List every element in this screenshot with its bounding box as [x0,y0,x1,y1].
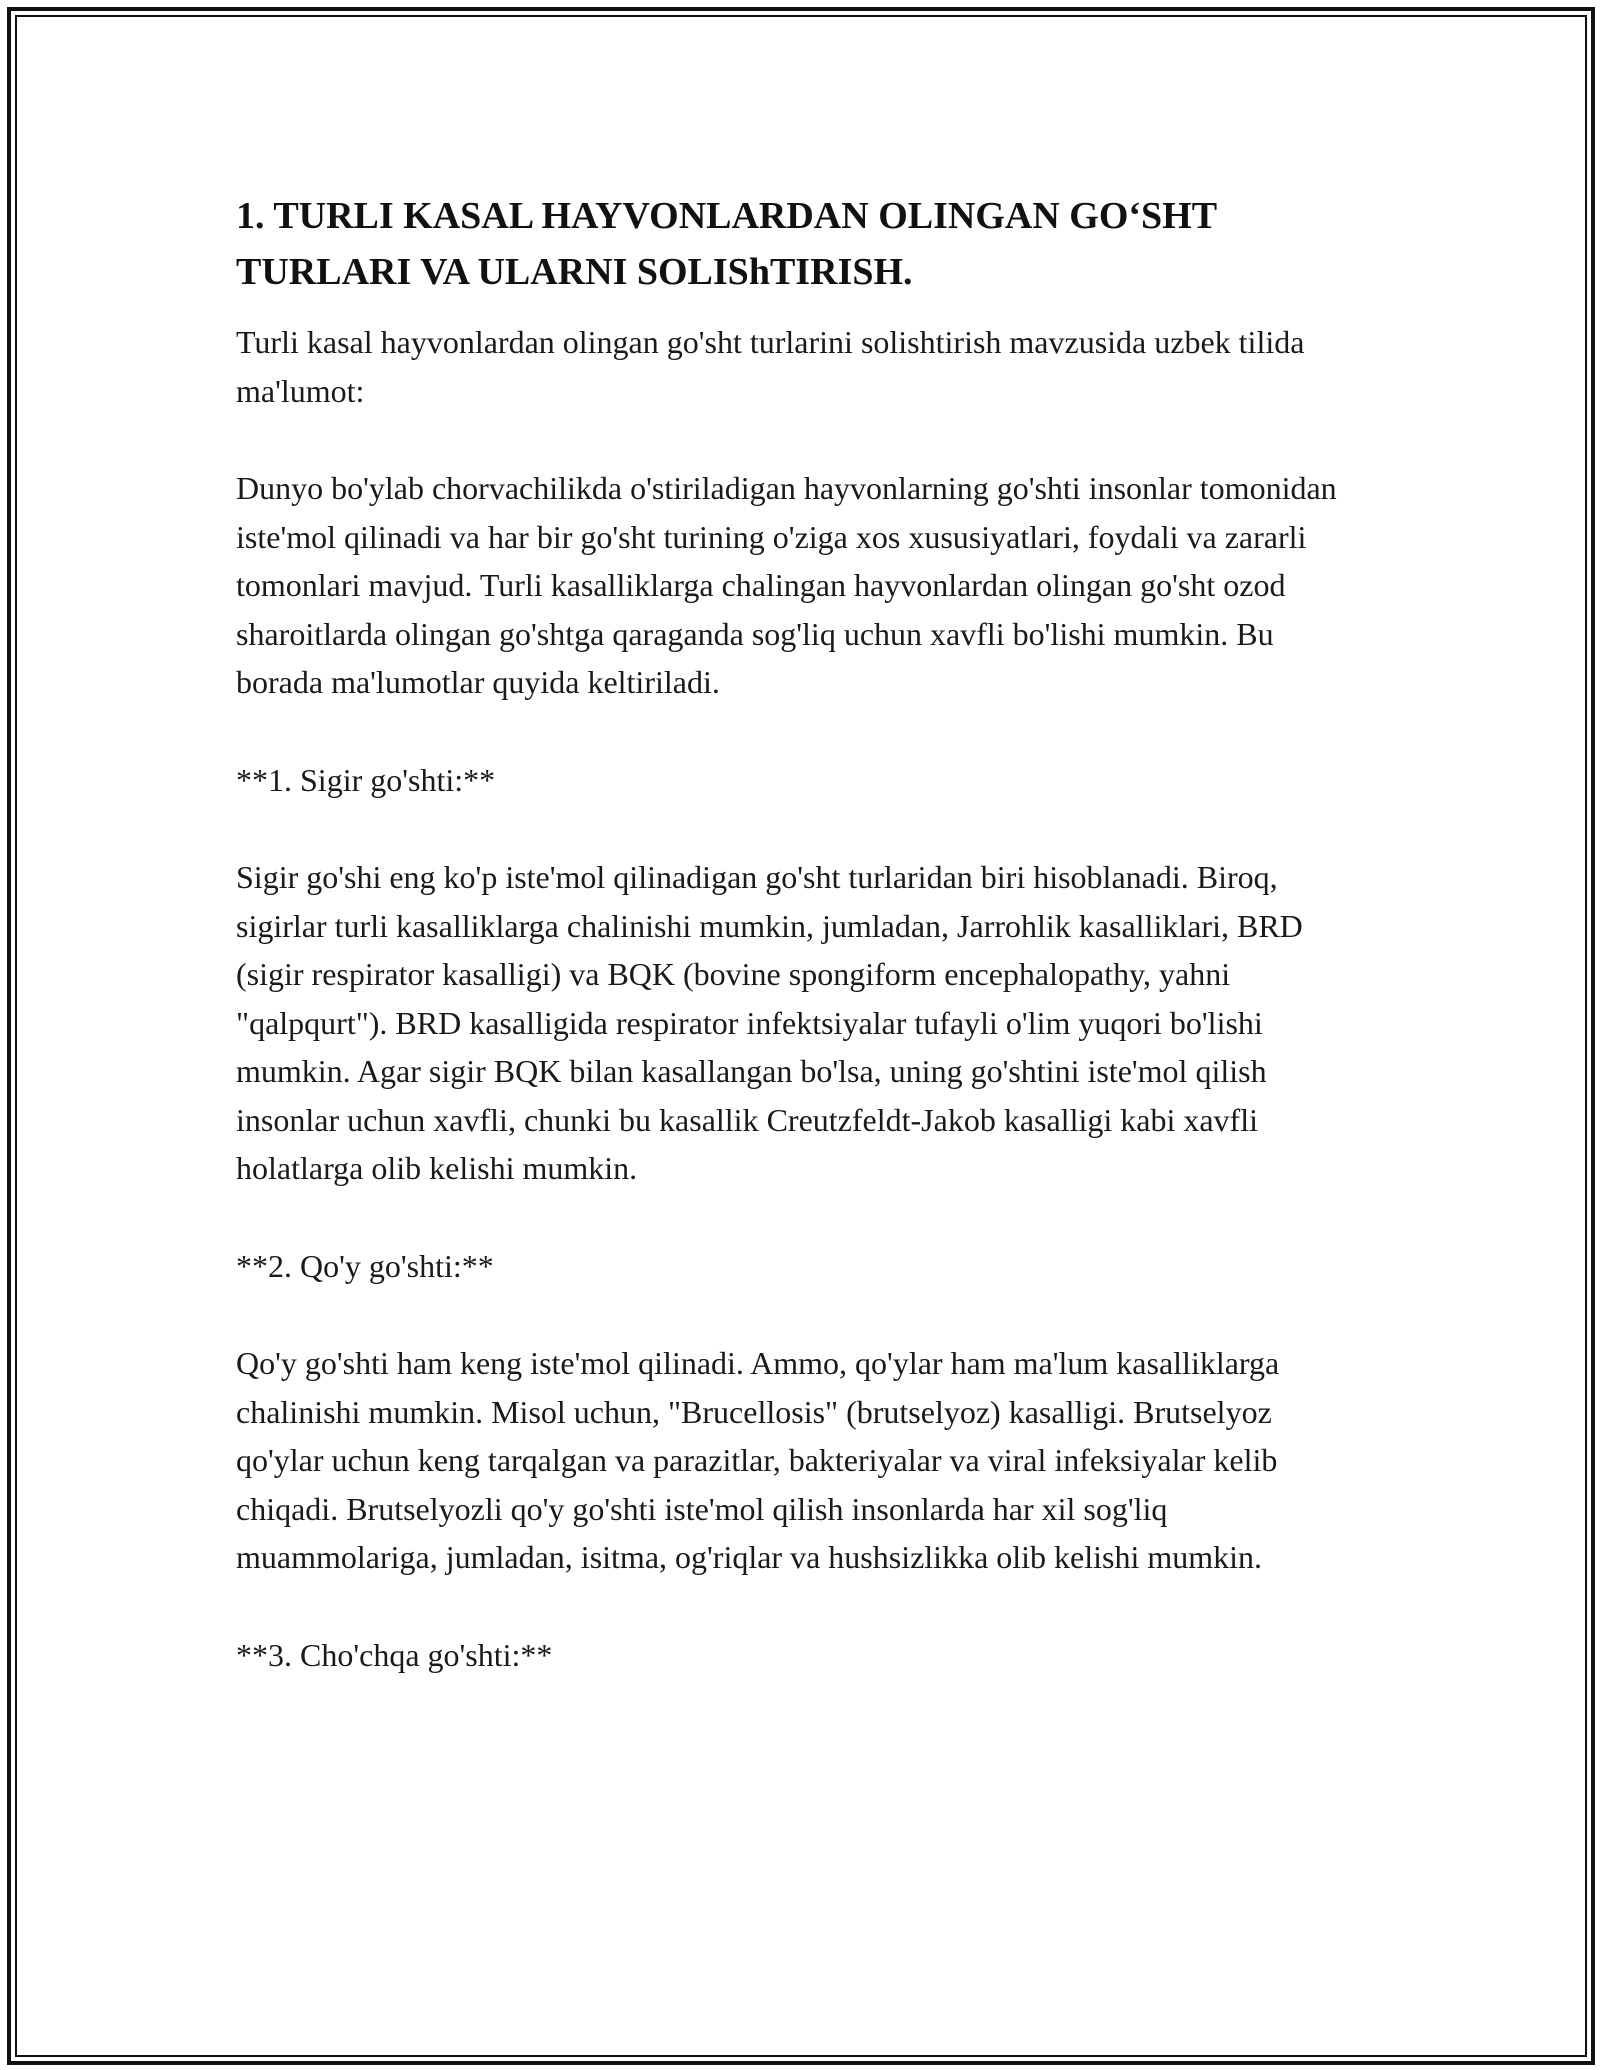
section-heading-cow-meat: **1. Sigir go'shti:** [236,761,496,798]
sheep-meat-paragraph: Qo'y go'shti ham keng iste'mol qilinadi. Ammo, qo'ylar ham ma'lum kasalliklarga chalinishi mumkin. Misol uchun, "Brucellosis" (brutselyoz) kasalligi. Brutselyoz qo'ylar uchun keng tarqalgan va parazitlar, bakteriyalar va viral infeksiyalar kelib chiqadi. Brutselyozli qo'y go'shti iste'mol qilish insonlarda har xil sog'liq muammolariga, jumladan, isitma, og'riqlar va hushsizlikka olib kelishi mumkin. [236,1345,1280,1575]
document-title [236,188,1366,300]
section-heading-sheep-meat: **2. Qo'y go'shti:** [236,1247,494,1284]
document-title-line-1: 1. TURLI KASAL HAYVONLARDAN OLINGAN GO‘SHT [236,195,1218,237]
section-heading-pork: **3. Cho'chqa go'shti:** [236,1636,553,1673]
intro-paragraph: Turli kasal hayvonlardan olingan go'sht turlarini solishtirish mavzusida uzbek tilida ma'lumot: [236,324,1305,409]
cow-meat-paragraph: Sigir go'shi eng ko'p iste'mol qilinadigan go'sht turlaridan biri hisoblanadi. Biroq, sigirlar turli kasalliklarga chalinishi mumkin, jumladan, Jarrohlik kasalliklari, BRD (sigir respirator kasalligi) va BQK (bovine spongiform encephalopathy, yahni "qalpqurt"). BRD kasalligida respirator infektsiyalar tufayli o'lim yuqori bo'lishi mumkin. Agar sigir BQK bilan kasallangan bo'lsa, uning go'shtini iste'mol qilish insonlar uchun xavfli, chunki bu kasallik Creutzfeldt-Jakob kasalligi kabi xavfli holatlarga olib kelishi mumkin. [236,859,1303,1186]
overview-paragraph: Dunyo bo'ylab chorvachilikda o'stiriladigan hayvonlarning go'shti insonlar tomonidan iste'mol qilinadi va har bir go'sht turining o'ziga xos xususiyatlari, foydali va zararli tomonlari mavjud. Turli kasalliklarga chalingan hayvonlardan olingan go'sht ozod sharoitlarda olingan go'shtga qaraganda sog'liq uchun xavfli bo'lishi mumkin. Bu borada ma'lumotlar quyida keltiriladi. [236,470,1337,700]
document-body [236,188,1366,1728]
document-title-line-2: TURLARI VA ULARNI SOLIShTIRISH. [236,251,913,293]
